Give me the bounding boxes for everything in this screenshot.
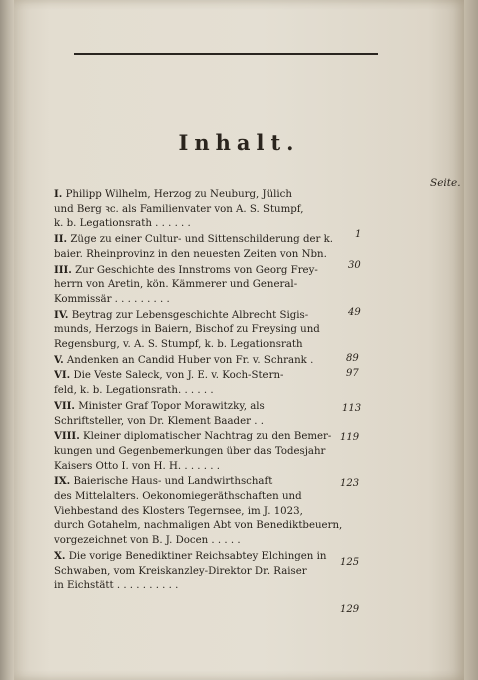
toc-entry xyxy=(54,263,372,308)
entry-page-number: 30 xyxy=(348,260,361,271)
entry-line: Kleiner diplomatischer Nachtrag zu den Bemer- xyxy=(83,431,332,443)
entry-line: Die vorige Benediktiner Reichsabtey Elchingen in xyxy=(68,550,327,562)
entry-number: IX. xyxy=(54,475,71,488)
entry-line: kungen und Gegenbemerkungen über das Todesjahr xyxy=(54,445,326,457)
entry-line: Viehbestand des Klosters Tegernsee, im J. 1023, xyxy=(54,505,303,517)
entry-line: Züge zu einer Cultur- und Sittenschilderung der k. xyxy=(70,234,334,246)
entry-line: Philipp Wilhelm, Herzog zu Neuburg, Jülich xyxy=(65,189,292,200)
entry-line: munds, Herzogs in Baiern, Bischof zu Freysing und xyxy=(54,324,320,336)
entry-number: X. xyxy=(54,549,66,562)
entry-page-number: 1 xyxy=(355,229,362,240)
entry-line: Regensburg, v. A. S. Stumpf, k. b. Legationsrath xyxy=(54,339,303,351)
entry-number: VI. xyxy=(54,369,71,382)
entry-page-number: 49 xyxy=(348,307,361,318)
entry-line: herrn von Aretin, kön. Kämmerer und General- xyxy=(54,279,298,291)
entry-line: baier. Rheinprovinz in den neuesten Zeiten von Nbn. xyxy=(54,248,327,260)
toc-entry xyxy=(54,429,372,474)
page-edge xyxy=(464,0,478,680)
entry-number: V. xyxy=(54,353,64,366)
header-rule xyxy=(74,53,378,55)
entry-number: VII. xyxy=(54,399,75,412)
toc-entry xyxy=(54,353,372,369)
entry-number: II. xyxy=(54,233,68,246)
entry-page-number: 89 xyxy=(346,353,359,364)
entry-page-number: 123 xyxy=(340,478,360,489)
entry-number: IV. xyxy=(54,308,69,321)
table-of-contents xyxy=(54,187,372,594)
toc-entry xyxy=(54,187,372,232)
toc-entry xyxy=(54,308,372,353)
entry-line: in Eichstätt . . . . . . . . . . xyxy=(54,580,179,592)
entry-line: Andenken an Candid Huber von Fr. v. Schrank . xyxy=(66,354,314,366)
entry-line: durch Gotahelm, nachmaligen Abt von Benediktbeuern, xyxy=(54,520,343,532)
toc-entry xyxy=(54,399,372,429)
toc-entry xyxy=(54,232,372,262)
entry-line: Schwaben, vom Kreiskanzley-Direktor Dr. Raiser xyxy=(54,565,307,577)
entry-page-number: 97 xyxy=(346,368,359,379)
toc-entry xyxy=(54,368,372,398)
entry-line: Schriftsteller, von Dr. Klement Baader . . xyxy=(54,415,264,427)
page-column-label: Seite. xyxy=(430,177,461,189)
entry-line: vorgezeichnet von B. J. Docen . . . . . xyxy=(54,535,241,547)
entry-line: Kaisers Otto I. von H. H. . . . . . . xyxy=(54,460,220,472)
entry-line: Die Veste Saleck, von J. E. v. Koch-Stern- xyxy=(73,370,284,382)
page-title: Inhalt. xyxy=(178,130,300,155)
entry-line: und Berg ꝛc. als Familienvater von A. S. Stumpf, xyxy=(54,203,304,215)
toc-entry xyxy=(54,549,372,594)
entry-number: I. xyxy=(54,188,63,200)
entry-page-number: 125 xyxy=(340,557,360,568)
entry-line: Minister Graf Topor Morawitzky, als xyxy=(78,400,265,412)
entry-page-number: 113 xyxy=(342,403,362,414)
entry-line: feld, k. b. Legationsrath. . . . . . xyxy=(54,385,214,397)
entry-line: Zur Geschichte des Innstroms von Georg Frey- xyxy=(75,264,318,276)
entry-line: k. b. Legationsrath . . . . . . xyxy=(54,218,191,230)
entry-line: Kommissär . . . . . . . . . xyxy=(54,293,170,305)
entry-page-number: 119 xyxy=(340,432,360,443)
toc-entry xyxy=(54,474,372,549)
entry-line: des Mittelalters. Oekonomiegeräthschaften und xyxy=(54,491,302,503)
entry-number: VIII. xyxy=(54,430,80,443)
entry-line: Beytrag zur Lebensgeschichte Albrecht Sigis- xyxy=(71,309,309,321)
entry-page-number: 129 xyxy=(340,604,360,615)
entry-line: Baierische Haus- und Landwirthschaft xyxy=(73,476,273,488)
entry-number: III. xyxy=(54,263,72,276)
book-gutter xyxy=(0,0,14,680)
